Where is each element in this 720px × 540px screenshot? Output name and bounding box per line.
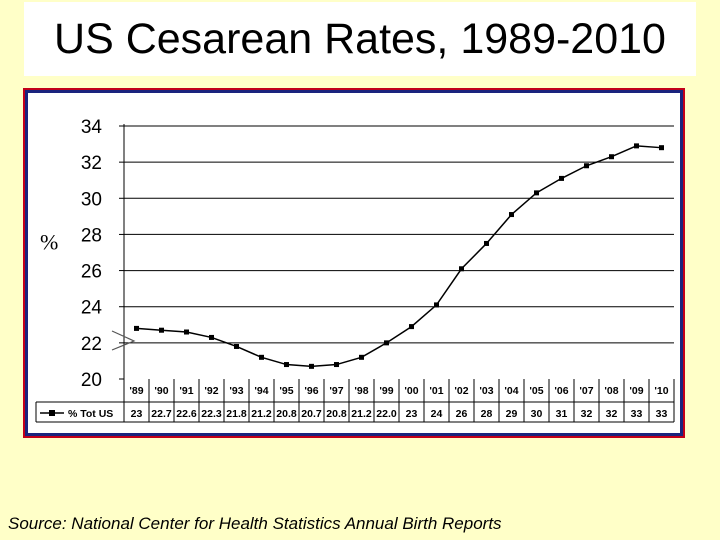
table-value-cell: 31	[555, 408, 568, 420]
y-tick-label: 26	[80, 261, 102, 283]
data-point	[359, 355, 364, 360]
data-point	[334, 362, 339, 367]
data-point	[134, 326, 139, 331]
x-category-label: '01	[429, 385, 444, 397]
y-tick-label: 28	[80, 225, 102, 247]
table-value-cell: 20.8	[276, 408, 297, 420]
x-category-label: '05	[529, 385, 544, 397]
x-category-label: '92	[204, 385, 219, 397]
x-category-label: '06	[554, 385, 569, 397]
data-point	[309, 364, 314, 369]
data-point	[234, 344, 239, 349]
x-category-label: '00	[404, 385, 419, 397]
data-point	[559, 176, 564, 181]
data-point	[509, 212, 514, 217]
data-point	[634, 143, 639, 148]
table-value-cell: 32	[605, 408, 618, 420]
data-point	[384, 340, 389, 345]
data-point	[284, 362, 289, 367]
title-box	[24, 2, 696, 76]
y-tick-label: 30	[80, 189, 102, 211]
table-value-cell: 21.2	[251, 408, 272, 420]
y-tick-label: 32	[80, 153, 102, 175]
table-value-cell: 21.2	[351, 408, 372, 420]
table-value-cell: 24	[430, 408, 443, 420]
x-category-label: '93	[229, 385, 244, 397]
data-point	[534, 190, 539, 195]
chart-title: US Cesarean Rates, 1989-2010	[54, 14, 666, 63]
y-tick-label: 22	[80, 333, 102, 355]
table-value-cell: 33	[655, 408, 668, 420]
legend-label: % Tot US	[68, 408, 114, 420]
y-axis-label: %	[40, 229, 59, 255]
table-value-cell: 22.7	[151, 408, 172, 420]
x-category-label: '99	[379, 385, 394, 397]
x-category-label: '07	[579, 385, 594, 397]
x-category-label: '90	[154, 385, 169, 397]
x-category-label: '02	[454, 385, 469, 397]
table-value-cell: 30	[530, 408, 543, 420]
table-value-cell: 22.0	[376, 408, 397, 420]
table-value-cell: 28	[480, 408, 493, 420]
table-value-cell: 32	[580, 408, 593, 420]
data-point	[659, 145, 664, 150]
x-category-label: '96	[304, 385, 319, 397]
table-value-cell: 20.8	[326, 408, 347, 420]
table-value-cell: 23	[405, 408, 418, 420]
data-point	[259, 355, 264, 360]
table-value-cell: 22.3	[201, 408, 222, 420]
x-category-label: '10	[654, 385, 669, 397]
table-value-cell: 23	[130, 408, 143, 420]
x-category-label: '94	[254, 385, 269, 397]
data-point	[484, 241, 489, 246]
table-value-cell: 29	[505, 408, 518, 420]
data-point	[459, 266, 464, 271]
table-value-cell: 22.6	[176, 408, 197, 420]
data-point	[159, 328, 164, 333]
x-category-label: '89	[129, 385, 144, 397]
y-tick-label: 24	[80, 297, 102, 319]
x-category-label: '98	[354, 385, 369, 397]
y-tick-label: 34	[80, 117, 102, 138]
y-tick-label: 20	[80, 370, 102, 391]
axis-break-mark	[112, 331, 134, 350]
data-point	[434, 302, 439, 307]
source-note: Source: National Center for Health Statistics Annual Birth Reports	[8, 514, 502, 533]
data-point	[184, 330, 189, 335]
series-line	[137, 146, 662, 366]
x-category-label: '09	[629, 385, 644, 397]
data-point	[609, 154, 614, 159]
table-value-cell: 33	[630, 408, 643, 420]
x-category-label: '04	[504, 385, 519, 397]
line-chart	[28, 93, 680, 433]
x-category-label: '95	[279, 385, 294, 397]
data-point	[584, 163, 589, 168]
table-value-cell: 21.8	[226, 408, 247, 420]
data-point	[209, 335, 214, 340]
legend-marker	[49, 410, 55, 416]
x-category-label: '97	[329, 385, 344, 397]
table-value-cell: 26	[455, 408, 468, 420]
chart-frame	[25, 90, 683, 436]
table-value-cell: 20.7	[301, 408, 322, 420]
x-category-label: '08	[604, 385, 619, 397]
data-point	[409, 324, 414, 329]
x-category-label: '91	[179, 385, 194, 397]
x-category-label: '03	[479, 385, 494, 397]
